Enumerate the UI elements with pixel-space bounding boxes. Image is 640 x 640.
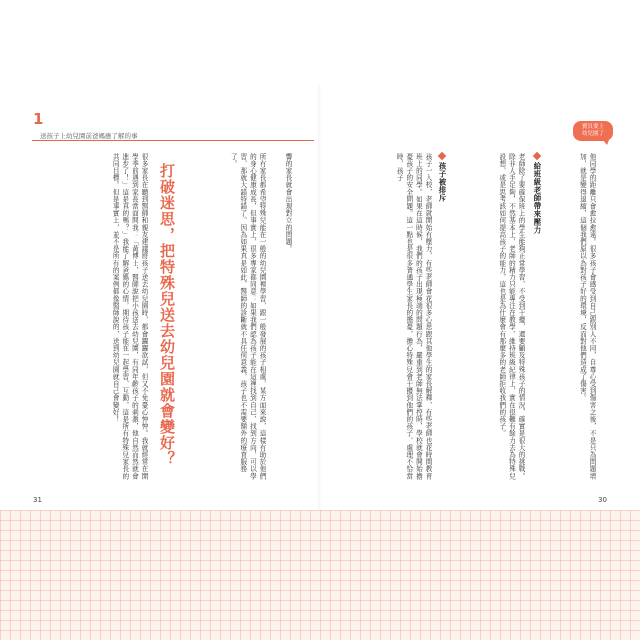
page-number-right: 30	[598, 496, 607, 504]
diamond-bullet-icon	[438, 152, 446, 160]
paragraph-2-left: 很多家長在聽到醫師和親友建議將孩子送去幼兒園時，都會躍躍欲試，但又不免憂心忡忡。我就經常在開學季前遇到家長當面問我：「黃博士，醫師說把小孩送去幼兒園，有同年齡孩子的刺激，他自然而然就會進步了！」這是真的嗎？」我能了解爸媽的心情，期待孩子能在一起學習、互動，這是所有特殊兒家長的共同目標。但是事實上，並不是所有的案例都像醫師說的，送到幼兒園就自己會變好！	[111, 153, 148, 480]
badge-line-2: 幼兒園了	[581, 131, 604, 137]
chapter-number: 1	[33, 110, 44, 128]
subheading-2	[437, 153, 448, 483]
badge-line-1: 寶貝要上	[581, 124, 604, 130]
paragraph-1-right: 老師除了要確保班上的學生能夠正常學習、不受到干擾，還要顧及特殊孩子的情況，確實是很大的挑戰。除非人手足夠，不然基本上，老師的精力只能專注在教學、維持班級紀律上，實在很難有餘力去為特殊兒設想，或是思考該如何提高孩子的能力，這也是為什麼會有那麼多的老師拒收我們的孩子。	[497, 153, 525, 480]
section-heading: 打破迷思，把特殊兒送去幼兒園就會變好？	[158, 163, 176, 467]
subheading-1	[532, 153, 543, 483]
paragraph-2-right: 孩子一入校，老師就開始有壓力，有些老師會花很多心思跟其他學生的家長解釋，有些老師也花時間教育班上的同學。如果在這時候，我們的孩子出現極端的問題行為，嚴重到老師無法掌控時，學校就會開始擔憂孩子的安全問題。這一點也是很多普通學生家長的擔憂，擔心特殊兒會干擾到他們的孩子，處理不恰當時，孩子	[395, 153, 432, 480]
page-gutter	[318, 85, 322, 515]
diamond-bullet-icon	[533, 152, 541, 160]
chapter-title: 送孩子上幼兒園前爸媽應了解的事	[40, 132, 138, 140]
paragraph-top-right: 他同學的距離只會愈拉愈遠。很多孩子會感受到自己跟別人不同，自尊心受到傷害之後，不是只為問題增加，就是變得退縮，這個我們原以為對孩子好的環境，反而對他們造成了傷害。	[578, 153, 596, 480]
section-badge	[573, 121, 613, 141]
paragraph-top-left: 響的家長就會出現對立的問題。	[284, 153, 292, 253]
page-number-left: 31	[33, 496, 42, 504]
subheading-1-text: 給班級老師帶來壓力	[533, 162, 542, 234]
header-rule	[32, 140, 314, 141]
grid-paper-strip	[0, 510, 640, 640]
subheading-2-text: 孩子被排斥	[438, 162, 447, 202]
paragraph-1-left: 所有家長都希望特殊兒能在一般的幼兒園裡學習，跟一般發展的孩子相處，某方面來說，這樣有助於他們的身心健康成長，但事實上，很多專家都同意：如果我們認為孩子能在這裡找到自己、找到方向，可以學習，那就大錯特錯了。因為如果真是如此，醫師的診斷就不具任何意義，孩子也不需要額外的療育服務了。	[229, 153, 266, 480]
